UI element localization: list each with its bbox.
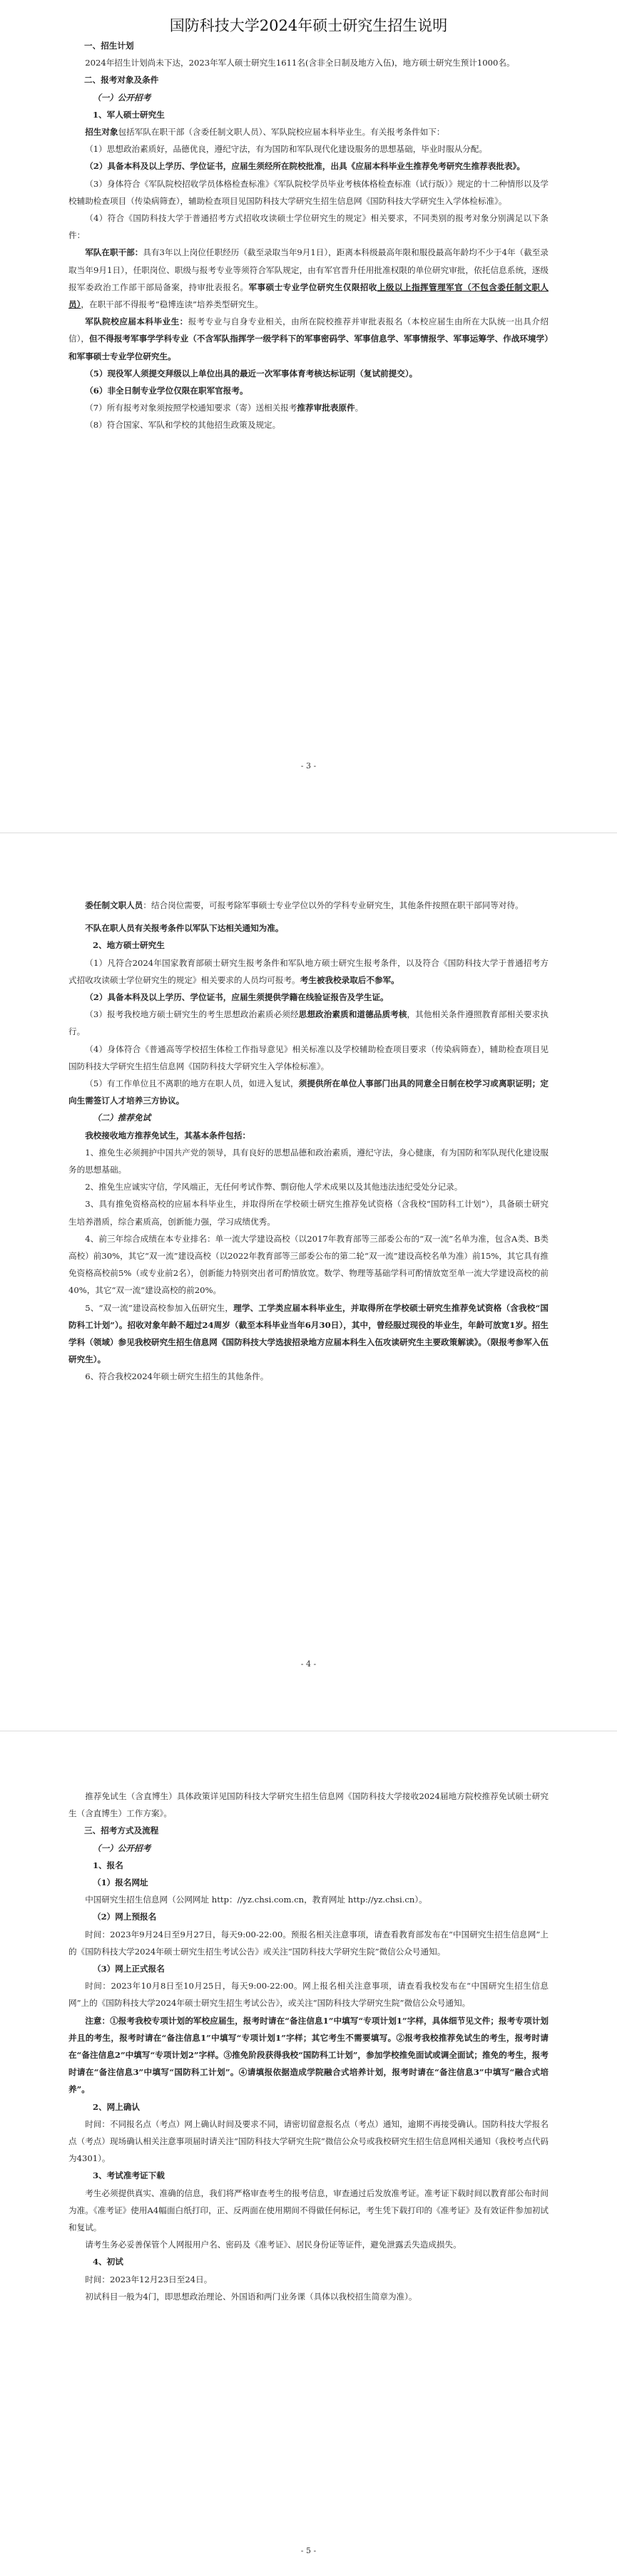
recommendation-item-5-text: 5、“双一流”建设高校参加入伍研究生， xyxy=(85,1302,234,1313)
military-intro-label: 招生对象 xyxy=(85,127,118,138)
enrollment-plan-text: 2024年招生计划尚未下达，2023年军人硕士研究生1611名(含非全日制及地方入伍)，地方硕士研究生预计1000名。 xyxy=(85,58,515,68)
formal-registration-text: 时间：2023年10月8日至10月25日，每天9:00-22:00。网上报名相关注意事项，请查看我校发布在“中国研究生招生信息网”上的《国防科技大学2024年硕士研究生招生考试公告》，或关注“国防科技大学研究生院”微信公众号通知。 xyxy=(68,1981,549,2009)
admission-ticket-warning: 请考生务必妥善保管个人网报用户名、密码及《准考证》、居民身份证等证件，避免泄露丢失造成损失。 xyxy=(85,2240,462,2250)
page-number-4: - 4 - xyxy=(300,1659,317,1669)
local-condition-3 xyxy=(68,1006,549,1040)
military-intro xyxy=(68,123,549,140)
document-title: 国防科技大学2024年硕士研究生招生说明 xyxy=(169,17,448,34)
document-page-3 xyxy=(68,1788,549,2305)
condition-7-bold: 推荐审批表原件 xyxy=(297,403,355,413)
cadre-tail-text: ，在职干部不得报考“稳博连读”培养类型研究生。 xyxy=(81,299,263,310)
cadre-underline-text: 上级以上指挥管理军官（不包含委任制文职人员） xyxy=(68,282,549,310)
subsection-open-exam: （一）公开招考 xyxy=(93,92,151,103)
military-intro-text: 包括军队在职干部（含委任制文职人员）、军队院校应届本科毕业生。有关报考条件如下： xyxy=(118,127,445,138)
pre-registration-text: 时间：2023年9月24日至9月27日，每天9:00-22:00。预报名相关注意事项，请查看教育部发布在“中国研究生招生信息网”上的《国防科技大学2024年硕士研究生招生考试公告》或关注“国防科技大学研究生院”微信公众号通知。 xyxy=(68,1929,549,1957)
admission-ticket-text: 考生必须提供真实、准确的信息，我们将严格审查考生的报考信息，审查通过后发放准考证。准考证下载时间以教育部公布时间为准。《准考证》使用A4幅面白纸打印，正、反两面在使用期间不得做任何标记，考生凭下载打印的《准考证》及有效证件参加初试和复试。 xyxy=(68,2188,549,2233)
local-grad-heading: 2、地方硕士研究生 xyxy=(93,940,165,951)
graduate-text: 报考专业与自身专业相关，由所在院校推荐并审批表报名（本校应届生由所在大队统一出具介绍信）， xyxy=(68,316,549,344)
condition-7-text: （7）所有报考对象须按照学校通知要求（寄）送相关报考 xyxy=(85,403,297,413)
graduate-paragraph xyxy=(68,313,549,365)
document-page-1 xyxy=(68,14,549,434)
preliminary-exam-time: 时间：2023年12月23日至24日。 xyxy=(85,2274,213,2284)
recommendation-item-1: 1、推免生必须拥护中国共产党的领导，具有良好的思想品德和政治素质，遵纪守法，身心健康，有为国防和军队现代化建设服务的思想基础。 xyxy=(68,1147,549,1175)
local-condition-5-bold: 须提供所在单位人事部门出具的同意全日制在校学习或离职证明；定向生需签订人才培养三方协议。 xyxy=(68,1078,549,1106)
civilian-paragraph xyxy=(68,897,549,914)
cadre-bold-text: 军事硕士专业学位研究生仅限招收 xyxy=(248,282,377,292)
condition-7 xyxy=(68,399,549,416)
civilian-label: 委任制文职人员 xyxy=(85,900,143,910)
registration-notice-label: 注意： xyxy=(85,2015,111,2026)
civilian-text: ：结合岗位需要，可报考除军事硕士专业学位以外的学科专业研究生，其他条件按照在职干部同等对待。 xyxy=(143,900,524,910)
registration-url-text: 中国研究生招生信息网（公网网址 http：//yz.chsi.com.cn，教育网址 http://yz.chsi.cn）。 xyxy=(85,1895,427,1905)
local-condition-3-bold: 思想政治素质和道德品质考核 xyxy=(298,1009,407,1020)
recommendation-intro: 我校接收地方推荐免试生，其基本条件包括： xyxy=(85,1130,251,1140)
recommendation-item-3: 3、具有推免资格高校的应届本科毕业生，并取得所在学校硕士研究生推荐免试资格（含我校“国防科工计划”），具备硕士研究生培养潜质，综合素质高，创新能力强，学习成绩优秀。 xyxy=(68,1199,549,1227)
preliminary-exam-subjects: 初试科目一般为4门，即思想政治理论、外国语和两门业务课（具体以我校招生简章为准）。 xyxy=(85,2291,417,2302)
condition-1: （1）思想政治素质好，品德优良，遵纪守法，有为国防和军队现代化建设服务的思想基础，毕业时服从分配。 xyxy=(85,144,488,155)
local-condition-1-bold: 考生被我校录取后不参军。 xyxy=(300,974,399,985)
condition-3: （3）身体符合《军队院校招收学员体格检查标准》《军队院校学员毕业考核体格检查标准（试行版）》规定的十二种情形以及学校辅助检查项目（传染病筛查），辅助检查项目见国防科技大学研究生招生信息网《国防科技大学研究生入学体检标准》。 xyxy=(68,178,549,206)
pre-registration-heading: （2）网上预报名 xyxy=(93,1912,157,1922)
local-condition-3-text: （3）报考我校地方硕士研究生的考生思想政治素质必须经 xyxy=(85,1009,299,1020)
condition-8: （8）符合国家、军队和学校的其他招生政策及规定。 xyxy=(85,420,281,431)
condition-6: （6）非全日制专业学位仅限在职军官报考。 xyxy=(85,386,248,396)
admission-ticket-heading: 3、考试准考证下载 xyxy=(93,2170,165,2181)
recommendation-item-2: 2、推免生应诚实守信，学风端正，无任何考试作弊、剽窃他人学术成果以及其他违法违纪受处分记录。 xyxy=(85,1182,463,1192)
recommendation-item-5 xyxy=(68,1299,549,1369)
graduate-bold-text: 但不得报考军事学学科专业（不含军队指挥学一级学科下的军事密码学、军事信息学、军事情报学、军事运筹学、作战环境学）和军事硕士专业学位研究生。 xyxy=(68,334,549,361)
page-number-5: - 5 - xyxy=(300,2546,317,2555)
local-condition-2: （2）具备本科及以上学历、学位证书，应届生须提供学籍在线验证报告及学生证。 xyxy=(85,992,389,1003)
condition-4: （4）符合《国防科技大学于普通招考方式招收攻读硕士学位研究生的规定》相关要求，不同类别的报考对象分别满足以下条件： xyxy=(68,213,549,241)
subsection-recommendation: （二）推荐免试 xyxy=(93,1113,151,1123)
document-page-2 xyxy=(68,897,549,1386)
military-note: 不队在职人员有关报考条件以军队下达相关通知为准。 xyxy=(85,923,284,934)
section-heading-eligibility: 二、报考对象及条件 xyxy=(84,75,159,86)
condition-2: （2）具备本科及以上学历、学位证书，应届生须经所在院校批准，出具《应届本科毕业生推荐免考研究生推荐表批表》。 xyxy=(85,161,525,172)
graduate-label: 军队院校应届本科毕业生： xyxy=(85,316,188,327)
recommendation-item-6: 6、符合我校2024年硕士研究生招生的其他条件。 xyxy=(85,1371,269,1382)
local-condition-5-text: （5）有工作单位且不离职的地方在职人员，如进入复试， xyxy=(85,1078,299,1089)
recommendation-item-5-bold: 理学、工学类应届本科毕业生，并取得所在学校硕士研究生推荐免试资格（含我校“国防科工计划”）。招收对象年龄不超过24周岁（截至本科毕业当年6月30日），其中，曾经服过现役的毕业生，年龄可放宽1岁。招生学科（领域）参见我校研究生招生信息网《国防科技大学选拔招录地方应届本科生入伍攻读研究生主要政策解读》。（限报考参军入伍研究生）。 xyxy=(68,1302,549,1365)
preliminary-exam-heading: 4、初试 xyxy=(93,2257,123,2267)
recommendation-policy-note: 推荐免试生（含直博生）具体政策详见国防科技大学研究生招生信息网《国防科技大学接收2024届地方院校推荐免试硕士研究生（含直博生）工作方案》。 xyxy=(68,1791,549,1819)
formal-registration-heading: （3）网上正式报名 xyxy=(93,1964,165,1974)
section-heading-enrollment-plan: 一、招生计划 xyxy=(84,41,134,51)
local-condition-5 xyxy=(68,1075,549,1109)
condition-5: （5）现役军人须提交拜级以上单位出具的最近一次军事体育考核达标证明（复试前提交）。 xyxy=(85,368,418,378)
condition-7-tail: 。 xyxy=(355,403,364,413)
registration-url-heading: （1）报名网址 xyxy=(93,1877,148,1888)
local-condition-3-tail: ，其他相关条件遵照教育部相关要求执行。 xyxy=(68,1009,549,1037)
recommendation-item-4: 4、前三年综合成绩在本专业排名：单一流大学建设高校（以2017年教育部等三部委公布的“双一流”名单为准，包含A类、B类高校）前30%，其它“双一流”建设高校（以2022年教育部等三部委公布的第二轮“双一流”建设高校名单为准）前15%，其它具有推免资格高校前5%（或专业前2名），创新能力特别突出者可酌情放宽。数学、物理等基础学科可酌情放宽至单一流大学建设高校的前40%，其它“双一流”建设高校的前20%。 xyxy=(68,1233,549,1296)
registration-notice xyxy=(68,2012,549,2098)
section-heading-process: 三、招考方式及流程 xyxy=(84,1825,159,1836)
online-confirm-heading: 2、网上确认 xyxy=(93,2101,141,2112)
subsection-open-exam-2: （一）公开招考 xyxy=(93,1843,151,1853)
registration-notice-text: ①报考我校专项计划的军校应届生，报考时请在“备注信息1”中填写“专项计划1”字样，具体细节见文件；报考专项计划并且的考生，报考时请在“备注信息1”中填写“专项计划1”字样；其它考生不需要填写。②报考我校推荐免试生的考生，报考时请在“备注信息2”中填写“专项计划2”字样。③推免阶段获得我校“国防科工计划”，参加学校推免面试或调全面试；推免的考生，报考时请在“备注信息3”中填写“国防科工计划”。④请填报依据造成学院融合式培养计划，报考时请在“备注信息3”中填写“融合式培养”。 xyxy=(68,2015,549,2095)
cadre-text: 具有3年以上岗位任职经历（截至录取当年9月1日），距离本科级最高年限和服役最高年龄均不少于4年（截至录取当年9月1日），任职岗位、职级与报考专业等须符合军队规定，由有军官晋升任用批准权限的单位研究审批，依托信息系统，逐级报军委政治工作部干部局备案，持审批表报名。 xyxy=(68,247,549,292)
cadre-paragraph xyxy=(68,244,549,313)
local-condition-1-text: （1）凡符合2024年国家教育部硕士研究生报考条件和军队地方硕士研究生报考条件，以及符合《国防科技大学于普通招考方式招收攻读硕士学位研究生的规定》相关要求的人员均可报考。 xyxy=(68,957,549,985)
page-number-3: - 3 - xyxy=(300,761,317,771)
local-condition-4: （4）身体符合《普通高等学校招生体检工作指导意见》相关标准以及学校辅助检查项目要求（传染病筛查），辅助检查项目见国防科技大学研究生招生信息网《国防科技大学研究生入学体检标准》。 xyxy=(68,1044,549,1071)
online-confirm-text: 时间：不同报名点（考点）网上确认时间及要求不同，请密切留意报名点（考点）通知，逾期不再接受确认。国防科技大学报名点（考点）现场确认相关注意事项届时请关注“国防科技大学研究生院”微信公众号或我校研究生招生信息网相关通知（我校考点代码为4301）。 xyxy=(68,2118,549,2164)
military-grad-heading: 1、军人硕士研究生 xyxy=(93,109,165,120)
local-condition-1 xyxy=(68,954,549,989)
cadre-label: 军队在职干部： xyxy=(85,247,143,258)
registration-heading: 1、报名 xyxy=(93,1860,123,1870)
